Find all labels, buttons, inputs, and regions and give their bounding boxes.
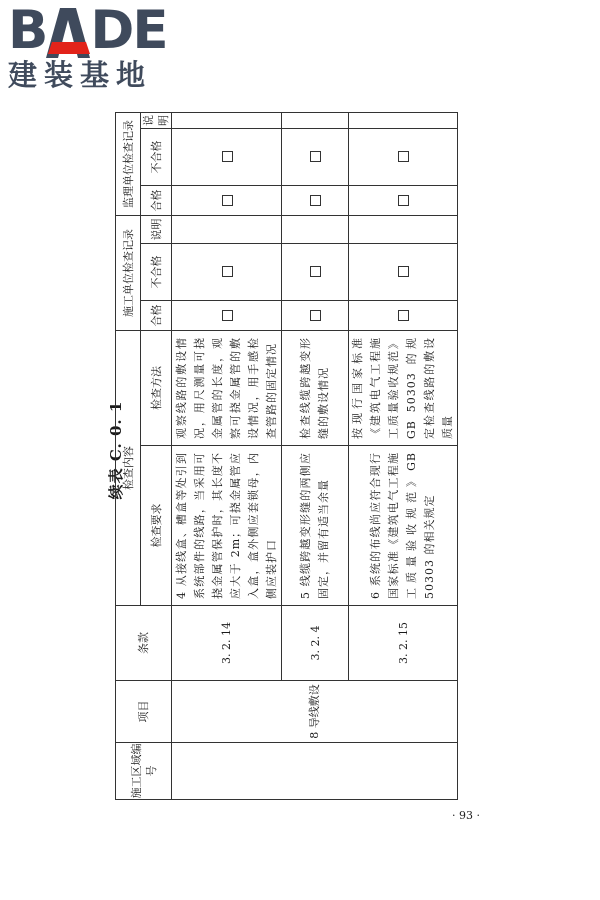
header-clause: 条款 (116, 606, 172, 681)
header-supervision-fail: 不合格 (141, 128, 172, 185)
item-group-cell: 8 导线敷设 (172, 681, 458, 743)
page-number: · 93 · (452, 809, 480, 822)
supervision-fail-checkbox[interactable] (349, 128, 458, 185)
logo-chinese-name: 建装基地 (8, 58, 153, 92)
header-construction-pass: 合格 (141, 301, 172, 331)
construction-pass-checkbox[interactable] (282, 301, 349, 331)
requirement-cell: 6 系统的布线尚应符合现行国家标准《建筑电气工程施工质量验收规范》GB 50303 的相关规定 (349, 446, 458, 606)
construction-fail-checkbox[interactable] (349, 244, 458, 301)
supervision-note-cell (349, 112, 458, 128)
inspection-table (115, 112, 458, 800)
header-item: 项目 (116, 681, 172, 743)
header-construction-record: 施工单位检查记录 (116, 215, 141, 330)
construction-note-cell (172, 215, 282, 243)
header-supervision-record: 监理单位检查记录 (116, 112, 141, 215)
header-area-code: 施工区域编号 (116, 743, 172, 800)
area-code-cell (172, 743, 458, 800)
construction-note-cell (349, 215, 458, 243)
table-title: 续表 C. 0. 1 (107, 400, 125, 500)
supervision-fail-checkbox[interactable] (172, 128, 282, 185)
requirement-cell: 5 线缆跨越变形缝的两侧应固定，并留有适当余量 (282, 446, 349, 606)
supervision-pass-checkbox[interactable] (282, 185, 349, 215)
header-supervision-pass: 合格 (141, 185, 172, 215)
logo-letters-de: DE (90, 0, 167, 61)
header-supervision-note: 说明 (141, 112, 172, 128)
supervision-pass-checkbox[interactable] (172, 185, 282, 215)
header-construction-note: 说明 (141, 215, 172, 243)
method-cell: 按现行国家标准《建筑电气工程施工质量验收规范》GB 50303 的规定检查线路的敷设质量 (349, 331, 458, 446)
supervision-fail-checkbox[interactable] (282, 128, 349, 185)
method-cell: 检查线缆跨越变形缝的敷设情况 (282, 331, 349, 446)
header-construction-fail: 不合格 (141, 244, 172, 301)
header-inspection-content: 检查内容 (116, 331, 141, 606)
construction-pass-checkbox[interactable] (172, 301, 282, 331)
clause-cell: 3. 2. 15 (349, 606, 458, 681)
construction-fail-checkbox[interactable] (172, 244, 282, 301)
construction-note-cell (282, 215, 349, 243)
requirement-cell: 4 从接线盒、槽盒等处引到系统部件的线路，当采用可挠金属管保护时，其长度不应大于 2m；可挠金属管应入盒，盒外侧应套锁母，内侧应装护口 (172, 446, 282, 606)
table-row (172, 112, 282, 799)
construction-pass-checkbox[interactable] (349, 301, 458, 331)
supervision-pass-checkbox[interactable] (349, 185, 458, 215)
header-method: 检查方法 (141, 331, 172, 446)
supervision-note-cell (282, 112, 349, 128)
supervision-note-cell (172, 112, 282, 128)
header-requirement: 检查要求 (141, 446, 172, 606)
clause-cell: 3. 2. 14 (172, 606, 282, 681)
logo-letter-b: B (8, 0, 47, 61)
construction-fail-checkbox[interactable] (282, 244, 349, 301)
clause-cell: 3. 2. 4 (282, 606, 349, 681)
method-cell: 观察线路的敷设情况，用尺测量可挠金属管的长度，观察可挠金属管的敷设情况，用手感检查管路的固定情况 (172, 331, 282, 446)
